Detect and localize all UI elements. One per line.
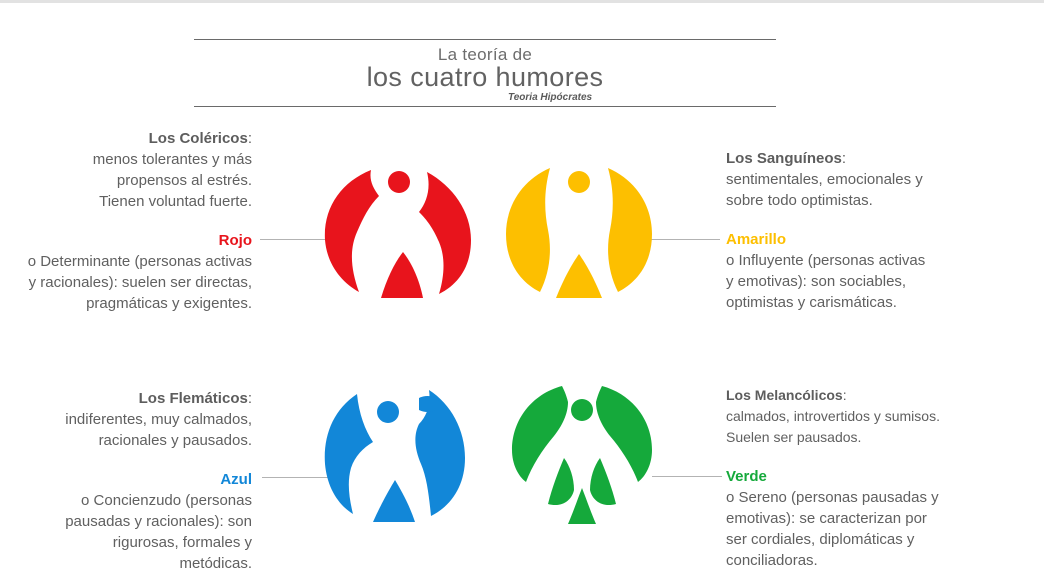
sanguineos-type-2: y emotivas): son sociables, [726,273,907,290]
flematicos-text: Los Flemáticos: indiferentes, muy calmados, racionales y pausados. Azul o Concienzudo (personas pausadas y racionales): son rigurosas, formales y metódicas. [0,388,252,574]
flematicos-connector [262,477,328,478]
sanguineos-color-name: Amarillo [726,231,787,248]
red-choleric-figure [323,166,473,298]
colericos-desc-1: menos tolerantes y más [92,151,252,168]
melancolicos-color-name: Verde [726,468,767,485]
flematicos-type-3: rigurosas, formales y [112,534,252,551]
flematicos-color-name: Azul [220,471,252,488]
sanguineos-desc-2: sobre todo optimistas. [726,192,873,209]
colericos-heading: Los Coléricos [148,130,248,147]
sanguineos-connector [650,239,720,240]
yellow-sanguine-figure [506,166,652,298]
flematicos-desc-2: racionales y pausados. [98,432,252,449]
title-subtitle: Teoria Hipócrates [508,92,593,103]
title-top-rule [194,39,776,40]
sanguineos-text: Los Sanguíneos: sentimentales, emocionales y sobre todo optimistas. Amarillo o Influyente (personas activas y emotivas): son sociables, optimistas y carismáticas. [726,148,986,313]
colericos-type-2: y racionales): suelen ser directas, [28,274,252,291]
sanguineos-desc-1: sentimentales, emocionales y [726,171,923,188]
colericos-connector [260,239,326,240]
melancolicos-type-3: ser cordiales, diplomáticas y [726,531,915,548]
title-line-2: los cuatro humores [366,62,604,92]
flematicos-heading: Los Flemáticos [138,390,248,407]
colericos-desc-3: Tienen voluntad fuerte. [99,193,252,210]
flematicos-desc-1: indiferentes, muy calmados, [65,411,252,428]
blue-phlegmatic-figure [323,386,465,522]
melancolicos-desc-1: calmados, introvertidos y sumisos. [726,408,940,424]
sanguineos-type-1: o Influyente (personas activas [726,252,926,269]
melancolicos-heading: Los Melancólicos [726,387,843,403]
top-border [0,0,1044,3]
green-melancholic-figure [512,384,652,524]
flematicos-type-2: pausadas y racionales): son [65,513,252,530]
melancolicos-desc-2: Suelen ser pausados. [726,429,862,445]
flematicos-type-4: metódicas. [179,555,252,572]
sanguineos-heading: Los Sanguíneos [726,150,842,167]
colericos-type-1: o Determinante (personas activas [27,253,252,270]
colericos-type-3: pragmáticas y exigentes. [86,295,252,312]
melancolicos-text: Los Melancólicos: calmados, introvertidos y sumisos. Suelen ser pausados. Verde o Sereno (personas pausadas y emotivas): se caracterizan por ser cordiales, diplomáticas y conciliadoras. [726,385,986,571]
melancolicos-type-2: emotivas): se caracterizan por [726,510,927,527]
sanguineos-type-3: optimistas y carismáticas. [726,294,897,311]
melancolicos-connector [652,476,722,477]
melancolicos-type-1: o Sereno (personas pausadas y [726,489,939,506]
colericos-color-name: Rojo [218,232,252,249]
colericos-text: Los Coléricos: menos tolerantes y más propensos al estrés. Tienen voluntad fuerte. Rojo o Determinante (personas activas y racionales): suelen ser directas, pragmáticas y exigentes. [0,128,252,314]
colericos-desc-2: propensos al estrés. [116,172,252,189]
flematicos-type-1: o Concienzudo (personas [81,492,252,509]
melancolicos-type-4: conciliadoras. [726,552,818,569]
title-line-1: La teoría de [437,45,533,64]
title-bottom-rule [194,106,776,107]
